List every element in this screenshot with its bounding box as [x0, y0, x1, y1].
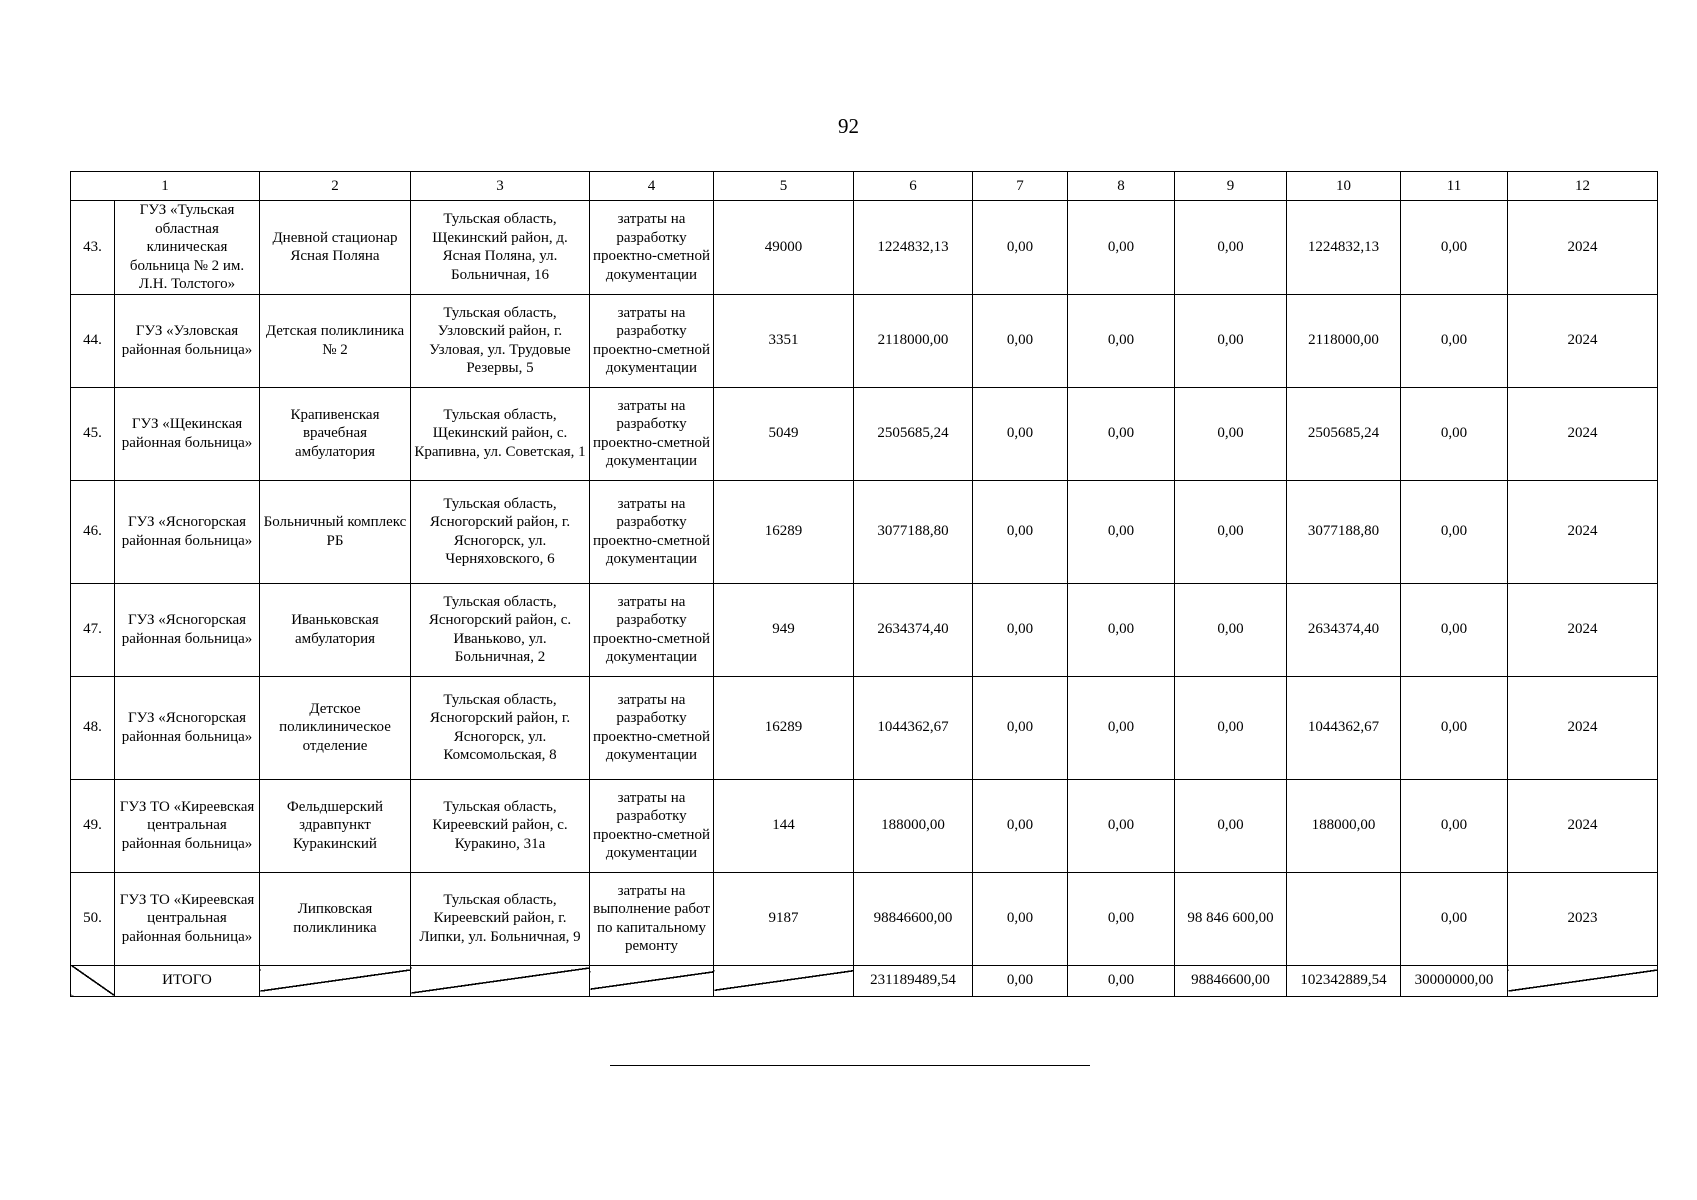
area-cell: 16289	[714, 480, 854, 583]
area-cell: 949	[714, 583, 854, 676]
purpose-cell: затраты на разработку проектно-сметной документации	[590, 480, 714, 583]
address-cell: Тульская область, Киреевский район, г. Липки, ул. Больничная, 9	[411, 872, 590, 965]
organization-cell: ГУЗ «Ясногорская районная больница»	[115, 676, 260, 779]
address-cell: Тульская область, Щекинский район, с. Крапивна, ул. Советская, 1	[411, 387, 590, 480]
row-number: 48.	[71, 676, 115, 779]
value-cell: 0,00	[1175, 779, 1287, 872]
table-row	[71, 480, 1658, 583]
value-cell: 2634374,40	[1287, 583, 1401, 676]
value-cell: 102342889,54	[1287, 965, 1401, 996]
total-cost-cell: 2118000,00	[854, 294, 973, 387]
column-header: 1	[71, 172, 260, 201]
value-cell: 0,00	[1175, 387, 1287, 480]
total-cost-cell: 188000,00	[854, 779, 973, 872]
total-cost-cell: 2634374,40	[854, 583, 973, 676]
row-number: 49.	[71, 779, 115, 872]
value-cell: 0,00	[1401, 583, 1508, 676]
value-cell: 0,00	[973, 779, 1068, 872]
year-cell: 2024	[1508, 387, 1658, 480]
value-cell: 0,00	[1401, 872, 1508, 965]
value-cell: 30000000,00	[1401, 965, 1508, 996]
row-number: 47.	[71, 583, 115, 676]
year-cell: 2023	[1508, 872, 1658, 965]
table-row	[71, 676, 1658, 779]
end-of-document-rule	[610, 1065, 1090, 1066]
total-row	[71, 965, 1658, 996]
value-cell: 0,00	[1068, 965, 1175, 996]
value-cell: 0,00	[973, 294, 1068, 387]
organization-cell: ГУЗ «Ясногорская районная больница»	[115, 480, 260, 583]
value-cell: 0,00	[1401, 387, 1508, 480]
value-cell: 3077188,80	[1287, 480, 1401, 583]
value-cell: 0,00	[1175, 480, 1287, 583]
value-cell: 0,00	[1175, 676, 1287, 779]
crossed-out-cell	[1508, 965, 1658, 996]
value-cell: 0,00	[973, 965, 1068, 996]
organization-cell: ГУЗ ТО «Киреевская центральная районная больница»	[115, 779, 260, 872]
table-row	[71, 583, 1658, 676]
organization-cell: ГУЗ «Ясногорская районная больница»	[115, 583, 260, 676]
address-cell: Тульская область, Ясногорский район, с. Иваньково, ул. Больничная, 2	[411, 583, 590, 676]
value-cell: 0,00	[1401, 676, 1508, 779]
purpose-cell: затраты на разработку проектно-сметной документации	[590, 583, 714, 676]
row-number: 45.	[71, 387, 115, 480]
object-cell: Больничный комплекс РБ	[260, 480, 411, 583]
total-cost-cell: 2505685,24	[854, 387, 973, 480]
crossed-out-cell	[260, 965, 411, 996]
value-cell: 0,00	[973, 387, 1068, 480]
value-cell: 1224832,13	[1287, 201, 1401, 295]
organization-cell: ГУЗ «Узловская районная больница»	[115, 294, 260, 387]
object-cell: Липковская поликлиника	[260, 872, 411, 965]
address-cell: Тульская область, Ясногорский район, г. Ясногорск, ул. Комсомольская, 8	[411, 676, 590, 779]
address-cell: Тульская область, Ясногорский район, г. Ясногорск, ул. Черняховского, 6	[411, 480, 590, 583]
column-header: 11	[1401, 172, 1508, 201]
total-label: ИТОГО	[115, 965, 260, 996]
object-cell: Детская поликлиника № 2	[260, 294, 411, 387]
value-cell: 0,00	[973, 676, 1068, 779]
column-header: 9	[1175, 172, 1287, 201]
value-cell: 98 846 600,00	[1175, 872, 1287, 965]
crossed-out-cell	[71, 965, 115, 996]
year-cell: 2024	[1508, 201, 1658, 295]
object-cell: Детское поликлиническое отделение	[260, 676, 411, 779]
value-cell: 0,00	[1068, 872, 1175, 965]
value-cell: 0,00	[1401, 779, 1508, 872]
column-header: 8	[1068, 172, 1175, 201]
crossed-out-cell	[411, 965, 590, 996]
value-cell: 0,00	[973, 872, 1068, 965]
address-cell: Тульская область, Киреевский район, с. Куракино, 31а	[411, 779, 590, 872]
year-cell: 2024	[1508, 583, 1658, 676]
address-cell: Тульская область, Щекинский район, д. Ясная Поляна, ул. Больничная, 16	[411, 201, 590, 295]
value-cell: 0,00	[1068, 294, 1175, 387]
organization-cell: ГУЗ ТО «Киреевская центральная районная больница»	[115, 872, 260, 965]
purpose-cell: затраты на разработку проектно-сметной документации	[590, 294, 714, 387]
object-cell: Крапивенская врачебная амбулатория	[260, 387, 411, 480]
table-row	[71, 779, 1658, 872]
value-cell: 0,00	[1401, 480, 1508, 583]
row-number: 50.	[71, 872, 115, 965]
object-cell: Дневной стационар Ясная Поляна	[260, 201, 411, 295]
column-numbers-row	[71, 172, 1658, 201]
value-cell: 1044362,67	[1287, 676, 1401, 779]
year-cell: 2024	[1508, 779, 1658, 872]
table-row	[71, 387, 1658, 480]
area-cell: 144	[714, 779, 854, 872]
value-cell: 0,00	[1068, 676, 1175, 779]
address-cell: Тульская область, Узловский район, г. Узловая, ул. Трудовые Резервы, 5	[411, 294, 590, 387]
total-cost-cell: 3077188,80	[854, 480, 973, 583]
total-cost-cell: 1044362,67	[854, 676, 973, 779]
object-cell: Фельдшерский здравпункт Куракинский	[260, 779, 411, 872]
total-cost-cell: 1224832,13	[854, 201, 973, 295]
table-row	[71, 872, 1658, 965]
purpose-cell: затраты на разработку проектно-сметной документации	[590, 779, 714, 872]
column-header: 12	[1508, 172, 1658, 201]
year-cell: 2024	[1508, 294, 1658, 387]
total-cost-cell: 98846600,00	[854, 872, 973, 965]
value-cell: 0,00	[973, 480, 1068, 583]
area-cell: 3351	[714, 294, 854, 387]
value-cell: 0,00	[1175, 583, 1287, 676]
column-header: 7	[973, 172, 1068, 201]
value-cell: 98846600,00	[1175, 965, 1287, 996]
column-header: 3	[411, 172, 590, 201]
value-cell: 0,00	[1068, 480, 1175, 583]
value-cell: 2505685,24	[1287, 387, 1401, 480]
table-row	[71, 294, 1658, 387]
row-number: 46.	[71, 480, 115, 583]
area-cell: 5049	[714, 387, 854, 480]
column-header: 5	[714, 172, 854, 201]
year-cell: 2024	[1508, 676, 1658, 779]
organization-cell: ГУЗ «Щекинская районная больница»	[115, 387, 260, 480]
area-cell: 49000	[714, 201, 854, 295]
value-cell: 188000,00	[1287, 779, 1401, 872]
value-cell: 0,00	[1175, 201, 1287, 295]
purpose-cell: затраты на разработку проектно-сметной документации	[590, 201, 714, 295]
column-header: 4	[590, 172, 714, 201]
area-cell: 9187	[714, 872, 854, 965]
column-header: 2	[260, 172, 411, 201]
area-cell: 16289	[714, 676, 854, 779]
value-cell: 0,00	[973, 201, 1068, 295]
table-row	[71, 201, 1658, 295]
purpose-cell: затраты на разработку проектно-сметной документации	[590, 387, 714, 480]
purpose-cell: затраты на разработку проектно-сметной документации	[590, 676, 714, 779]
value-cell: 0,00	[1068, 387, 1175, 480]
value-cell: 0,00	[1401, 201, 1508, 295]
purpose-cell: затраты на выполнение работ по капитальному ремонту	[590, 872, 714, 965]
value-cell: 0,00	[1068, 583, 1175, 676]
value-cell: 0,00	[1175, 294, 1287, 387]
value-cell	[1287, 872, 1401, 965]
row-number: 44.	[71, 294, 115, 387]
row-number: 43.	[71, 201, 115, 295]
crossed-out-cell	[714, 965, 854, 996]
total-cost-cell: 231189489,54	[854, 965, 973, 996]
organization-cell: ГУЗ «Тульская областная клиническая больница № 2 им. Л.Н. Толстого»	[115, 201, 260, 295]
data-table	[70, 171, 1658, 997]
column-header: 10	[1287, 172, 1401, 201]
object-cell: Иваньковская амбулатория	[260, 583, 411, 676]
crossed-out-cell	[590, 965, 714, 996]
year-cell: 2024	[1508, 480, 1658, 583]
value-cell: 0,00	[1068, 779, 1175, 872]
page-number: 92	[838, 114, 859, 138]
column-header: 6	[854, 172, 973, 201]
value-cell: 2118000,00	[1287, 294, 1401, 387]
value-cell: 0,00	[1401, 294, 1508, 387]
value-cell: 0,00	[1068, 201, 1175, 295]
value-cell: 0,00	[973, 583, 1068, 676]
